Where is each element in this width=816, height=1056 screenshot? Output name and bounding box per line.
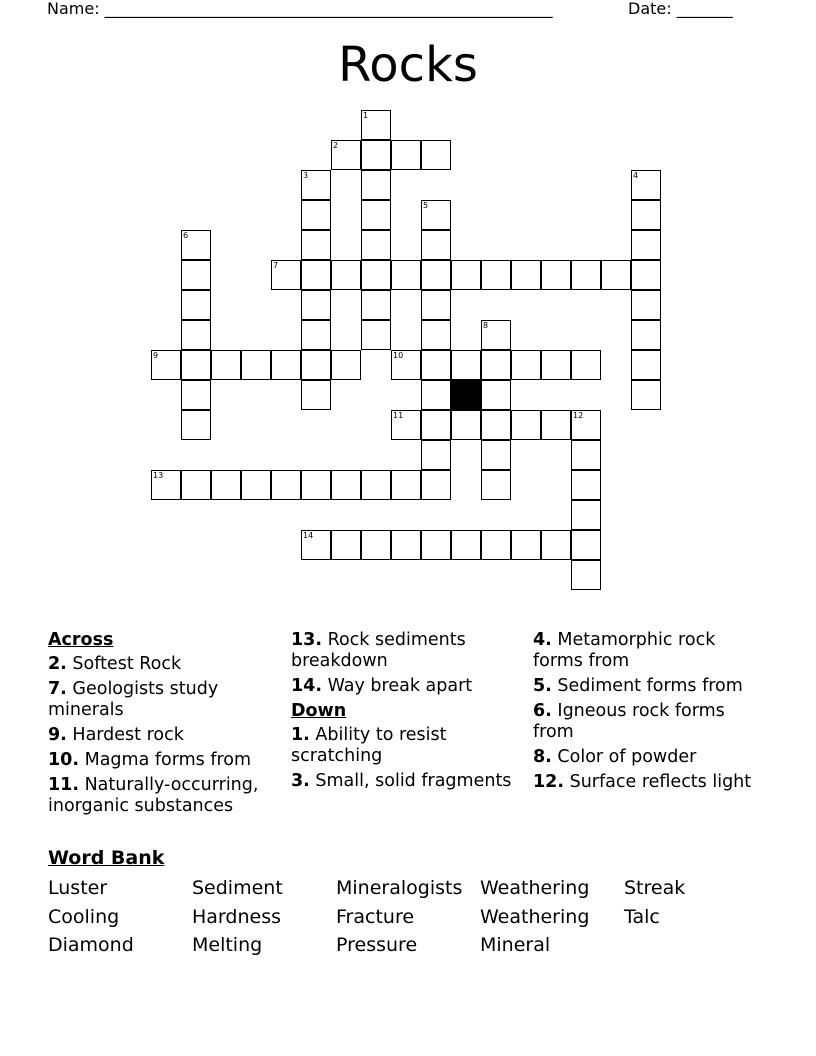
crossword-cell[interactable] [151,350,181,380]
crossword-cell[interactable] [211,350,241,380]
crossword-cell[interactable] [211,470,241,500]
crossword-cell[interactable] [331,350,361,380]
clues-column-3 [533,630,768,797]
clue-number: 8. [533,747,552,767]
crossword-cell[interactable] [391,350,421,380]
clue-number: 14 [303,531,314,540]
clue-number: 5 [423,201,429,210]
crossword-cell[interactable] [571,530,601,560]
clue-text: Sediment forms from [557,676,743,696]
crossword-cell[interactable] [421,530,451,560]
clue-number: 10 [393,351,404,360]
crossword-cell[interactable] [541,350,571,380]
crossword-cell[interactable] [541,260,571,290]
word-bank-item: Pressure [336,934,418,956]
clue [48,679,283,721]
crossword-cell[interactable] [631,320,661,350]
word-bank-item: Luster [48,877,108,899]
word-bank [48,874,768,960]
crossword-cell[interactable] [391,530,421,560]
crossword-cell[interactable] [301,380,331,410]
word-bank-item: Cooling [48,905,120,928]
crossword-cell[interactable] [571,260,601,290]
clue-text: Metamorphic rock forms from [533,630,716,671]
crossword-cell[interactable] [631,290,661,320]
clue [533,630,768,672]
clue [291,630,526,672]
crossword-cell[interactable] [631,200,661,230]
crossword-cell[interactable] [451,410,481,440]
clue-number: 9. [48,725,67,745]
clues-column-2 [291,630,526,796]
crossword-cell[interactable] [511,530,541,560]
crossword-cell[interactable] [421,410,451,440]
clue-number: 11 [393,411,404,420]
crossword-cell[interactable] [631,260,661,290]
crossword-cell[interactable] [571,500,601,530]
crossword-cell[interactable] [481,410,511,440]
word-bank-item: Melting [192,934,263,956]
crossword-cell[interactable] [361,200,391,230]
clue [291,771,526,792]
crossword-cell[interactable] [181,320,211,350]
crossword-cell[interactable] [331,140,361,170]
clue [291,676,526,697]
crossword-cell[interactable] [271,470,301,500]
crossword-cell[interactable] [181,260,211,290]
clue-text: Igneous rock forms from [533,701,725,742]
clue-text: Naturally-occurring, inorganic substances [48,775,259,816]
crossword-cell[interactable] [301,170,331,200]
clue-number: 10. [48,750,80,770]
crossword-cell[interactable] [481,320,511,350]
word-bank-item: Sediment [192,877,283,899]
crossword-cell[interactable] [511,260,541,290]
crossword-cell[interactable] [481,470,511,500]
name-field[interactable]: Name: ________________________________________________________ [47,0,553,18]
crossword-cell[interactable] [421,260,451,290]
clue [48,654,283,675]
clue-text: Hardest rock [72,725,184,745]
crossword-cell[interactable] [421,440,451,470]
crossword-cell[interactable] [271,260,301,290]
clue [48,750,283,771]
clue-text: Ability to resist scratching [291,725,447,766]
crossword-cell[interactable] [391,410,421,440]
crossword-cell[interactable] [421,350,451,380]
clue-number: 2 [333,141,339,150]
crossword-cell[interactable] [421,230,451,260]
clue-number: 11. [48,775,80,795]
clue-number: 4 [633,171,639,180]
crossword-cell[interactable] [421,200,451,230]
clue-number: 13 [153,471,164,480]
crossword-cell[interactable] [331,530,361,560]
clue-text: Softest Rock [72,654,182,674]
crossword-cell[interactable] [301,470,331,500]
word-bank-item: Fracture [336,905,415,928]
crossword-cell[interactable] [181,410,211,440]
clue-text: Way break apart [327,676,473,696]
crossword-cell[interactable] [331,260,361,290]
clue-text: Surface reflects light [569,772,752,792]
crossword-cell[interactable] [301,530,331,560]
crossword-cell[interactable] [541,410,571,440]
clues-column-1 [48,630,283,821]
crossword-cell[interactable] [301,260,331,290]
crossword-cell[interactable] [241,470,271,500]
crossword-cell[interactable] [481,530,511,560]
clue-text: Small, solid fragments [315,771,512,791]
crossword-cell[interactable] [511,410,541,440]
crossword-cell[interactable] [481,440,511,470]
clue-text: Magma forms from [84,750,252,770]
word-bank-item: Talc [624,905,660,928]
page-title: Rocks [338,37,478,93]
crossword-cell[interactable] [181,290,211,320]
clue [533,747,768,768]
crossword-cell[interactable] [181,230,211,260]
clue [291,725,526,767]
crossword-cell[interactable] [301,320,331,350]
clue-number: 8 [483,321,489,330]
crossword-cell[interactable] [361,470,391,500]
crossword-cell[interactable] [241,350,271,380]
crossword-cell[interactable] [481,350,511,380]
clue-number: 1. [291,725,310,745]
crossword-cell[interactable] [271,350,301,380]
clue-text: Rock sediments breakdown [291,630,466,671]
crossword-cell[interactable] [361,170,391,200]
crossword-cell[interactable] [391,470,421,500]
clue-text: Color of powder [557,747,697,767]
crossword-cell[interactable] [571,410,601,440]
clue [533,701,768,743]
word-bank-item: Weathering [480,877,590,899]
crossword-cell[interactable] [421,470,451,500]
crossword-cell[interactable] [361,230,391,260]
crossword-cell[interactable] [571,560,601,590]
clue [533,676,768,697]
crossword-cell[interactable] [631,350,661,380]
crossword-cell[interactable] [511,350,541,380]
crossword-cell[interactable] [181,350,211,380]
crossword-cell[interactable] [421,140,451,170]
crossword-cell[interactable] [331,470,361,500]
date-field[interactable]: Date: _______ [628,0,733,18]
clue-number: 6. [533,701,552,721]
crossword-cell[interactable] [181,380,211,410]
crossword-cell[interactable] [181,470,211,500]
crossword-cell[interactable] [151,470,181,500]
clue-number: 12. [533,772,565,792]
crossword-cell[interactable] [361,110,391,140]
clue [533,772,768,793]
clue-number: 7. [48,679,67,699]
crossword-cell[interactable] [571,470,601,500]
crossword-cell[interactable] [451,350,481,380]
crossword-cell[interactable] [571,440,601,470]
black-cell [451,380,481,410]
crossword-cell[interactable] [391,140,421,170]
crossword-cell[interactable] [601,260,631,290]
clue-number: 3 [303,171,309,180]
word-bank-item: Mineralogists [336,877,463,899]
word-bank-item: Hardness [192,905,281,928]
crossword-cell[interactable] [391,260,421,290]
word-bank-item: Mineral [480,934,551,956]
crossword-cell[interactable] [481,260,511,290]
word-bank-item: Streak [624,877,686,899]
crossword-cell[interactable] [451,530,481,560]
crossword-cell[interactable] [541,530,571,560]
crossword-cell[interactable] [301,290,331,320]
crossword-cell[interactable] [631,230,661,260]
crossword-cell[interactable] [421,290,451,320]
word-bank-item: Weathering [480,905,590,928]
clue-number: 6 [183,231,189,240]
crossword-cell[interactable] [631,380,661,410]
crossword-cell[interactable] [571,350,601,380]
clue-number: 3. [291,771,310,791]
crossword-cell[interactable] [481,380,511,410]
crossword-cell[interactable] [301,350,331,380]
clue-number: 2. [48,654,67,674]
crossword-cell[interactable] [361,530,391,560]
clue-number: 12 [573,411,584,420]
clue [48,775,283,817]
crossword-cell[interactable] [361,320,391,350]
crossword-cell[interactable] [421,380,451,410]
crossword-cell[interactable] [361,140,391,170]
clue-number: 9 [153,351,159,360]
clue-number: 13. [291,630,323,650]
crossword-cell[interactable] [631,170,661,200]
clue [48,725,283,746]
crossword-cell[interactable] [361,290,391,320]
crossword-cell[interactable] [301,200,331,230]
clue-number: 14. [291,676,323,696]
clue-number: 1 [363,111,369,120]
crossword-cell[interactable] [301,230,331,260]
clue-number: 4. [533,630,552,650]
word-bank-item: Diamond [48,934,134,956]
crossword-cell[interactable] [361,260,391,290]
word-bank-title: Word Bank [48,847,165,869]
clue-text: Geologists study minerals [48,679,219,720]
clue-number: 7 [273,261,279,270]
clue-number: 5. [533,676,552,696]
down-heading: Down [291,701,347,721]
crossword-cell[interactable] [451,260,481,290]
across-heading: Across [48,630,114,650]
crossword-cell[interactable] [421,320,451,350]
